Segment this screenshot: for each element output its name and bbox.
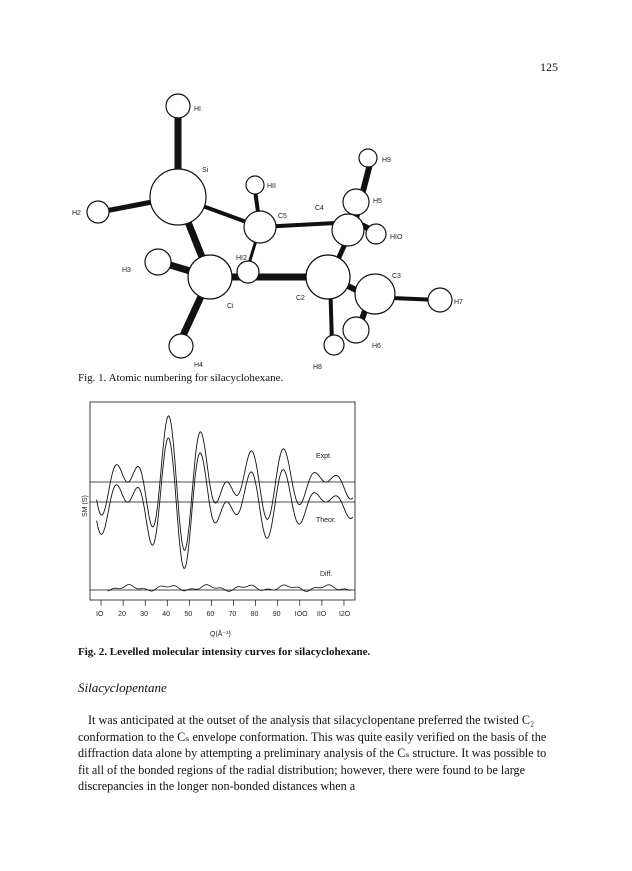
x-tick-label: IIO (316, 611, 327, 618)
paragraph-text: It was anticipated at the outset of the analysis that silacyclopentane preferred the twisted C₂ conformation to the Cₛ envelope conformation. This was quite easily verified on the basis of the diffraction data alone by attempting a preliminary analysis of the Cₛ structure. It was possible to fit all of the bonded regions of the radial distribution; however, there were found to be large discrepancies in the longer non-bonded distances when a (78, 713, 547, 793)
expt-label: Expt. (316, 453, 332, 460)
label-h10: HIO (390, 234, 403, 241)
fig2-caption: Fig. 2. Levelled molecular intensity curves for silacyclohexane. (78, 646, 371, 658)
label-c5: C5 (278, 213, 287, 220)
label-h8: H8 (313, 364, 322, 371)
label-c2: C2 (296, 295, 305, 302)
atom-si (150, 169, 206, 225)
label-h9: H9 (382, 157, 391, 164)
atoms (87, 94, 452, 358)
label-c4: C4 (315, 205, 324, 212)
label-h5: H5 (373, 198, 382, 205)
x-tick-label: 50 (184, 611, 193, 618)
x-tick-label: IO (96, 611, 104, 618)
atom-c3 (355, 274, 395, 314)
atom-h11 (246, 176, 264, 194)
y-axis-label: SM (S) (82, 495, 89, 517)
atom-h4 (169, 334, 193, 358)
x-tick-label: 90 (272, 611, 281, 618)
label-si: Si (202, 167, 209, 174)
atom-h2 (87, 201, 109, 223)
x-tick-label: IOO (294, 611, 308, 618)
x-tick-label: 60 (206, 611, 215, 618)
label-h6: H6 (372, 343, 381, 350)
atom-h10 (366, 224, 386, 244)
label-h3: H3 (122, 267, 131, 274)
theor-label: Theor. (316, 517, 336, 524)
label-c3: C3 (392, 273, 401, 280)
atom-c2 (306, 255, 350, 299)
diff-label: Diff. (320, 571, 333, 578)
expt-curve (97, 416, 353, 550)
atom-c5 (244, 211, 276, 243)
atom-h5 (343, 189, 369, 215)
label-h2: H2 (72, 210, 81, 217)
page-number: 125 (540, 60, 558, 74)
atom-h7 (428, 288, 452, 312)
x-tick-label: 20 (118, 611, 126, 618)
atom-h9 (359, 149, 377, 167)
label-h4: H4 (194, 362, 203, 369)
atom-h6 (343, 317, 369, 343)
label-h11: HII (267, 183, 276, 190)
atom-h8 (324, 335, 344, 355)
atom-h3 (145, 249, 171, 275)
label-c1: Ci (227, 303, 234, 310)
x-tick-label: 70 (228, 611, 237, 618)
label-h7: H7 (454, 299, 463, 306)
x-tick-label: 80 (250, 611, 259, 618)
x-ticks (96, 600, 351, 618)
intensity-chart (80, 392, 370, 642)
x-tick-label: 40 (162, 611, 171, 618)
atom-c4 (332, 214, 364, 246)
molecule-figure (70, 82, 570, 377)
theor-curve (97, 438, 353, 568)
atom-h12 (237, 261, 259, 283)
label-h12: HI2 (236, 255, 247, 262)
x-tick-label: 30 (140, 611, 149, 618)
diff-curve (108, 585, 351, 592)
label-h1: HI (194, 106, 201, 113)
atom-h1 (166, 94, 190, 118)
atom-c1 (188, 255, 232, 299)
x-axis-label: Q(Å⁻¹) (210, 631, 231, 638)
x-tick-label: I2O (338, 611, 351, 618)
section-title: Silacyclopentane (78, 680, 167, 695)
fig1-caption: Fig. 1. Atomic numbering for silacyclohexane. (78, 372, 284, 384)
body-paragraph (78, 712, 558, 795)
